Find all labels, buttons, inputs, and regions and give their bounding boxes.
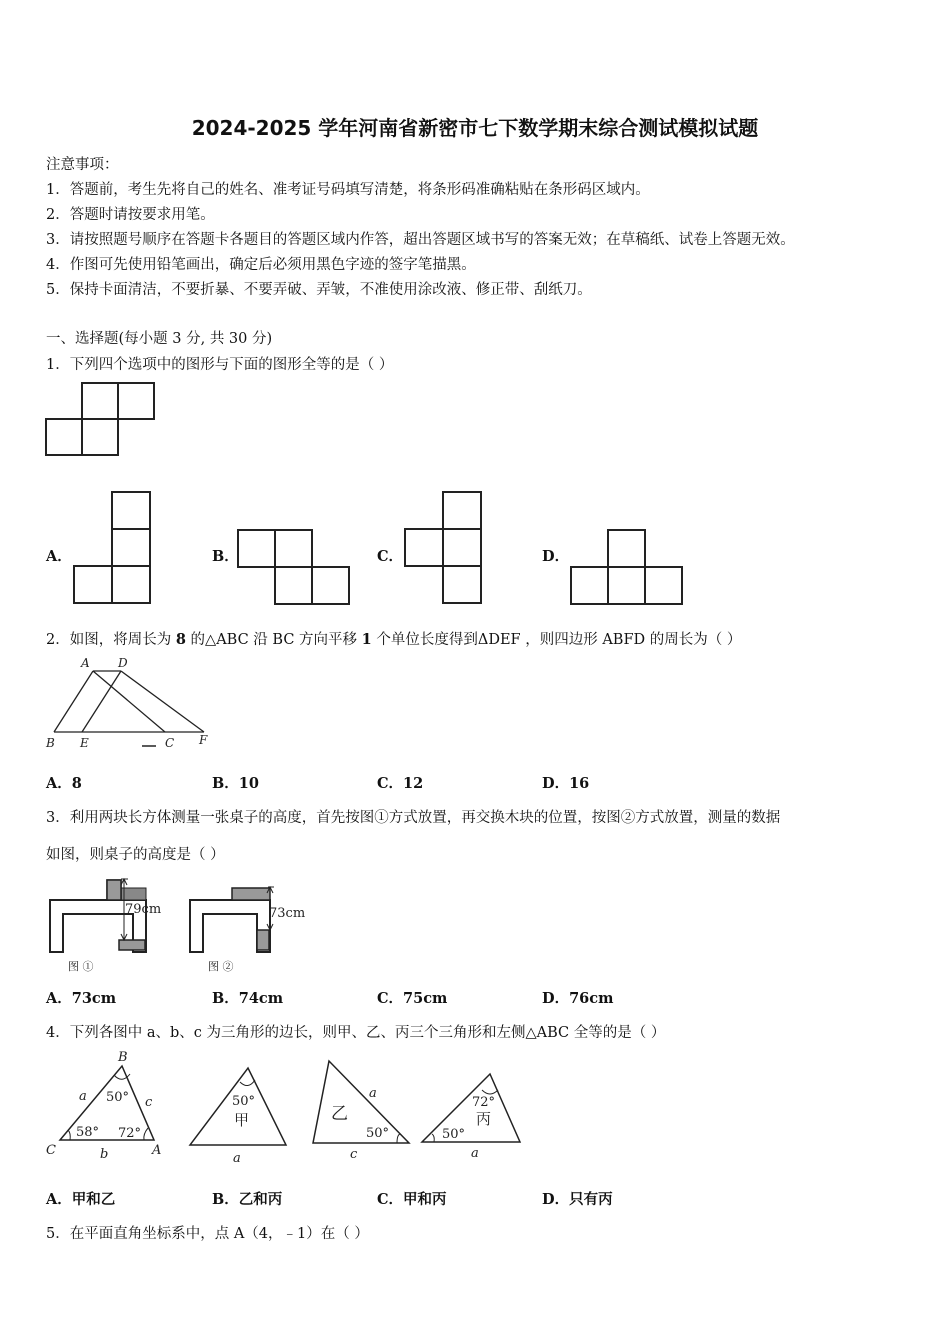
triangle-name: 乙 [331, 1104, 348, 1124]
figure-label: 图 ② [208, 960, 234, 973]
question-2-stem [46, 628, 741, 649]
question-3-stem-line1: 3．利用两块长方体测量一张桌子的高度，首先按图①方式放置，再交换木块的位置，按图②方式放置，测量的数据 [46, 810, 781, 826]
notice-heading: 注意事项： [46, 157, 119, 173]
question-2-shift: 1 [361, 631, 372, 648]
question-5-stem: 5．在平面直角坐标系中，点 A（4，﹣1）在（ ） [46, 1226, 369, 1242]
triangle-name: 丙 [476, 1110, 492, 1128]
side-label: c [350, 1147, 358, 1162]
question-2-option-d[interactable]: D．16 [542, 775, 590, 792]
side-label: b [100, 1147, 109, 1162]
vertex-label: B [118, 1050, 128, 1065]
notice-item: 3．请按照题号顺序在答题卡各题目的答题区域内作答，超出答题区域书写的答案无效；在草稿纸、试卷上答题无效。 [46, 232, 795, 248]
question-3-figure-2 [186, 876, 316, 976]
angle-label: 50° [232, 1094, 256, 1109]
question-3-option-d[interactable]: D．76cm [542, 990, 614, 1007]
question-2-figure [44, 656, 219, 751]
question-2-option-b[interactable]: B．10 [212, 775, 259, 792]
question-2-option-c[interactable]: C．12 [377, 775, 424, 792]
point-label: A [81, 656, 90, 670]
measure-label: 79cm [125, 902, 162, 917]
question-1-figure-a [72, 490, 154, 606]
question-4-option-a[interactable]: A．甲和乙 [46, 1191, 116, 1208]
question-4-option-d[interactable]: D．只有丙 [542, 1191, 613, 1208]
angle-label: 72° [472, 1095, 496, 1110]
point-label: E [80, 736, 89, 750]
question-4-triangle-bing [420, 1068, 525, 1168]
question-1-figure [44, 381, 159, 461]
page-title: 2024-2025 学年河南省新密市七下数学期末综合测试模拟试题 [191, 116, 759, 140]
angle-label: 50° [442, 1127, 466, 1142]
vertex-label: A [152, 1143, 162, 1158]
point-label: D [118, 656, 128, 670]
question-1-figure-d [569, 528, 685, 606]
question-1-figure-c [403, 490, 485, 606]
point-label: F [199, 733, 208, 747]
question-2-stem-part: 2．如图，将周长为 [46, 632, 176, 648]
notice-item: 5．保持卡面清洁，不要折暴、不要弄破、弄皱，不准使用涂改液、修正带、刮纸刀。 [46, 282, 592, 298]
question-4-triangle-abc [44, 1048, 169, 1163]
question-3-option-c[interactable]: C．75cm [377, 990, 448, 1007]
side-label: a [471, 1146, 479, 1161]
side-label: c [145, 1095, 153, 1110]
question-1-figure-b [236, 528, 352, 606]
point-label: B [46, 736, 55, 750]
notice-item: 1．答题前，考生先将自己的姓名、准考证号码填写清楚，将条形码准确粘贴在条形码区域内。 [46, 182, 650, 198]
question-4-triangle-jia [188, 1060, 293, 1170]
question-2-option-a[interactable]: A．8 [46, 775, 82, 792]
notice-item: 4．作图可先使用铅笔画出，确定后必须用黑色字迹的签字笔描黑。 [46, 257, 476, 273]
side-label: a [369, 1086, 377, 1101]
triangle-name: 甲 [234, 1111, 250, 1129]
angle-label: 50° [366, 1126, 390, 1141]
question-4-option-b[interactable]: B．乙和丙 [212, 1191, 283, 1208]
measure-label: 73cm [269, 906, 306, 921]
question-4-stem: 4．下列各图中 a、b、c 为三角形的边长，则甲、乙、丙三个三角形和左侧△ABC 全等的是（ ） [46, 1025, 666, 1041]
question-1-option-a[interactable]: A． [46, 548, 72, 565]
vertex-label: C [46, 1143, 56, 1158]
question-1-option-c[interactable]: C． [377, 548, 404, 565]
angle-label: 50° [106, 1090, 130, 1105]
angle-label: 58° [76, 1125, 100, 1140]
question-3-option-b[interactable]: B．74cm [212, 990, 284, 1007]
point-label: C [165, 736, 175, 750]
side-label: a [233, 1151, 241, 1166]
notice-item: 2．答题时请按要求用笔。 [46, 207, 215, 223]
side-label: a [79, 1089, 87, 1104]
question-3-stem-line2: 如图，则桌子的高度是（ ） [46, 847, 225, 863]
question-3-figure-1 [46, 876, 176, 976]
question-4-triangle-yi [307, 1055, 417, 1165]
figure-label: 图 ① [68, 960, 94, 973]
question-4-option-c[interactable]: C．甲和丙 [377, 1191, 447, 1208]
question-1-option-d[interactable]: D． [542, 548, 570, 565]
question-1-stem: 1．下列四个选项中的图形与下面的图形全等的是（ ） [46, 357, 394, 373]
question-1-option-b[interactable]: B． [212, 548, 239, 565]
question-3-option-a[interactable]: A．73cm [46, 990, 117, 1007]
question-2-stem-part: 的△ABC 沿 BC 方向平移 [185, 632, 362, 648]
question-2-perimeter: 8 [175, 631, 186, 648]
question-2-stem-part: 个单位长度得到ΔDEF ，则四边形 ABFD 的周长为（ ） [371, 632, 742, 648]
angle-label: 72° [118, 1126, 142, 1141]
section-heading: 一、选择题(每小题 3 分, 共 30 分) [46, 331, 273, 347]
